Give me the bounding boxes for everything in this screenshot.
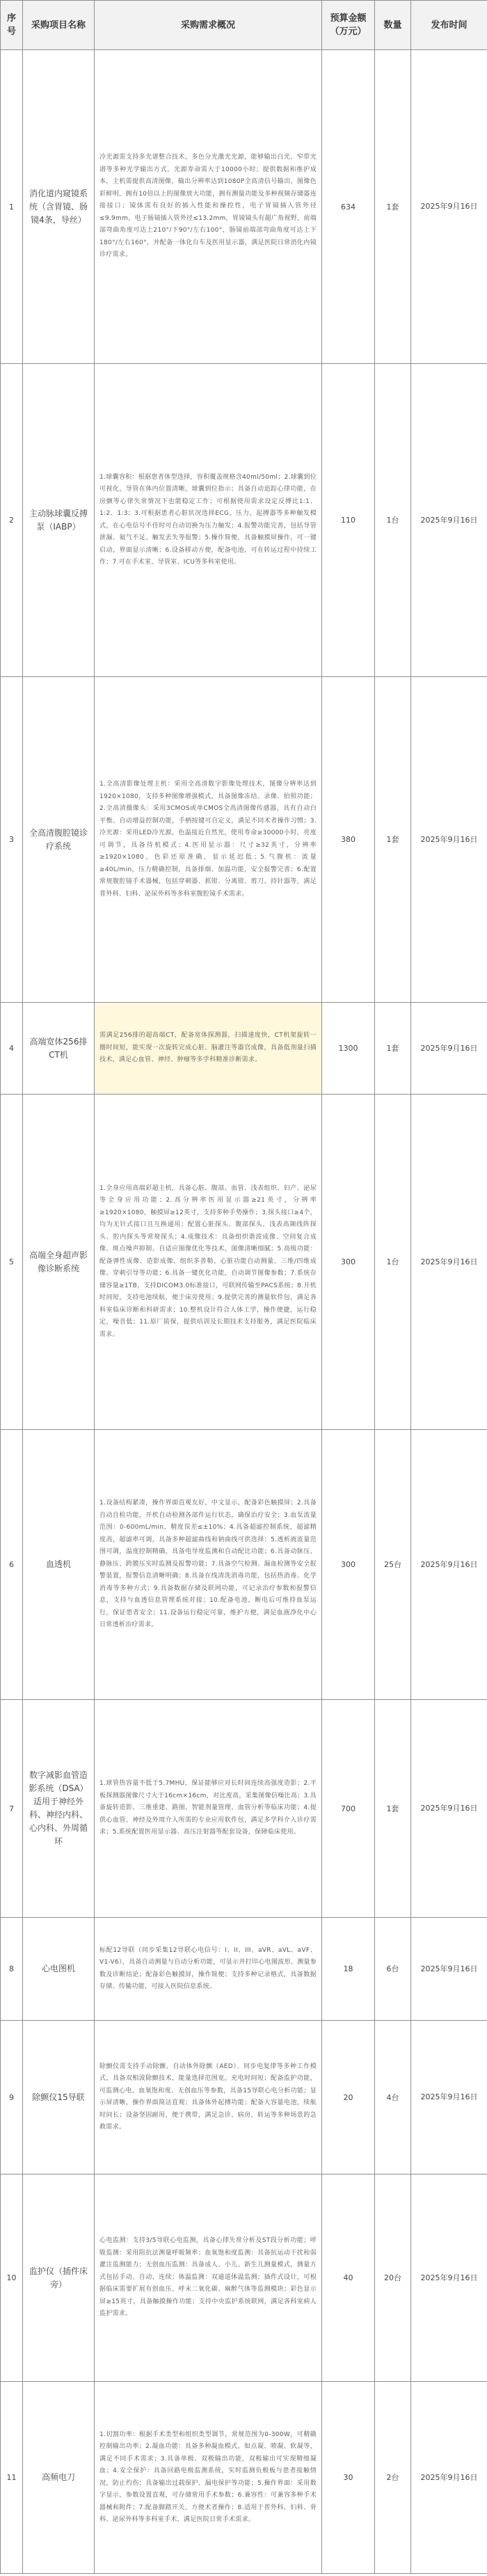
row-qty: 1套 xyxy=(375,50,411,364)
row-date: 2025年9月16日 xyxy=(411,2382,487,2574)
row-budget: 20 xyxy=(322,2021,375,2175)
row-budget: 380 xyxy=(322,677,375,1003)
row-budget: 18 xyxy=(322,1918,375,2021)
table-row xyxy=(1,1003,487,1095)
row-name: 高端宽体256排CT机 xyxy=(23,1003,95,1095)
table-row xyxy=(1,2175,487,2382)
row-date: 2025年9月16日 xyxy=(411,2175,487,2382)
row-desc: 1.球囊容积：根据患者体型选择，容积覆盖规格含40ml/50ml；2.球囊到位可视化，导管在体内位置清晰，球囊到位指示；具备自动追踪心律功能，在房颤等心律失常情况下也能稳定工作；可根据使用需求设定反搏比1:1、1:2、1:3；3.可根据患者心脏状况选择ECG、压力、起搏器等多种触发模式，在心电信号不佳时可自动切换为压力触发；4.报警功能完善，包括导管泄漏、氦气不足、触发丢失等报警；5.操作简便，具备触摸屏操作，可一键启动，界面显示清晰；6.设备移动方便，配备电池，可在转运过程中持续工作；7.可在手术室、导管室、ICU等多科室使用。 xyxy=(95,364,322,677)
row-seq: 8 xyxy=(1,1918,23,2021)
row-budget: 700 xyxy=(322,1700,375,1918)
table-row xyxy=(1,677,487,1003)
table-row xyxy=(1,50,487,364)
row-desc: 1.全身应用高端彩超主机，具备心脏、腹部、血管、浅表组织、妇产、泌尿等全身应用功能；2.高分辨率医用显示器≥21英寸，分辨率≥1920×1080，触摸屏≥12英寸，支持多种手势操作；3.探头接口≥4个，均为无针式接口且互换通用；配置心脏探头、腹部探头、浅表高频线阵探头、腔内探头等常规探头；4.成像技术：具备组织谐波成像、空间复合成像、斑点噪声抑制、自适应图像优化等技术，图像清晰细腻；5.高级功能：配备弹性成像、造影成像、组织多普勒、心脏功能自动测量、三维/四维成像、穿刺引导等功能；6.具备一键优化功能，自动调节图像参数；7.系统存储容量≥1TB，支持DICOM3.0标准接口，可联网传输至PACS系统；8.开机时间短，支持电池续航，便于床旁使用；9.提供完善的测量软件包，满足各科室临床诊断和科研需求；10.整机设计符合人体工学，操作便捷，运行稳定，噪音低；11.原厂质保，提供培训及长期技术支持服务，满足医院临床需求。 xyxy=(95,1095,322,1430)
row-desc: 需满足256排的超高端CT，配备宽体探测器，扫描速度快，CT机架旋转一圈时间短，能实现一次旋转完成心脏、脑灌注等器官成像，具备低剂量扫描技术，满足心血管、神经、肿瘤等多学科精准诊断需求。 xyxy=(95,1003,322,1095)
row-seq: 2 xyxy=(1,364,23,677)
row-qty: 20台 xyxy=(375,2175,411,2382)
row-name: 血透机 xyxy=(23,1430,95,1700)
table-row xyxy=(1,2021,487,2175)
row-name: 高端全身超声影像诊断系统 xyxy=(23,1095,95,1430)
row-name: 消化道内窥镜系统（含胃镜、肠镜4条，导丝） xyxy=(23,50,95,364)
row-seq: 10 xyxy=(1,2175,23,2382)
row-desc: 1.切割功率：根据手术类型和组织类型调节，常规范围为0-300W，可精确控制输出功率；2.凝血功能：具备多种凝血模式，如点凝、喷凝、软凝等，满足不同手术需求；3.具备单极、双极输出功能，双极输出可实现精细凝血；4.安全保护：具备回路电极监测系统，实时监测负极板与患者接触情况，防止灼伤；具备输出过载保护、漏电保护等功能；5.操作界面：采用数字显示，参数设置直观，可存储常用手术参数；6.兼容性：可兼容多种手术器械和附件；7.配备脚踏开关，方便术者操作；8.适用于普外科、妇科、骨科、泌尿外科等多科室手术，满足医院日常手术需求。 xyxy=(95,2382,322,2574)
row-seq: 11 xyxy=(1,2382,23,2574)
table-row xyxy=(1,2382,487,2574)
header-desc: 采购需求概况 xyxy=(95,1,322,50)
row-date: 2025年9月16日 xyxy=(411,50,487,364)
table-row xyxy=(1,364,487,677)
row-desc: 除颤仪需支持手动除颤、自动体外除颤（AED）、同步电复律等多种工作模式，具备双相波除颤技术，能量选择范围宽，充电时间短；配备监护功能，可监测心电、血氧饱和度、无创血压等参数，具备15导联心电分析功能；显示屏清晰，操作界面简洁直观；具备体外起搏功能；配备大容量电池，续航时间长；设备坚固耐用，便于携带，满足急诊、病房、转运等多种场景的急救需求。 xyxy=(95,2021,322,2175)
table-row xyxy=(1,1700,487,1918)
row-seq: 1 xyxy=(1,50,23,364)
header-name: 采购项目名称 xyxy=(23,1,95,50)
table-row xyxy=(1,1918,487,2021)
row-budget: 110 xyxy=(322,364,375,677)
row-date: 2025年9月16日 xyxy=(411,2021,487,2175)
row-date: 2025年9月16日 xyxy=(411,1918,487,2021)
row-name: 高频电刀 xyxy=(23,2382,95,2574)
row-qty: 1套 xyxy=(375,1700,411,1918)
row-qty: 4台 xyxy=(375,2021,411,2175)
row-seq: 4 xyxy=(1,1003,23,1095)
row-date: 2025年9月16日 xyxy=(411,677,487,1003)
row-seq: 3 xyxy=(1,677,23,1003)
header-seq: 序号 xyxy=(1,1,23,50)
row-date: 2025年9月16日 xyxy=(411,1095,487,1430)
header-row xyxy=(1,1,487,50)
row-seq: 5 xyxy=(1,1095,23,1430)
row-date: 2025年9月16日 xyxy=(411,1003,487,1095)
header-qty: 数量 xyxy=(375,1,411,50)
row-seq: 7 xyxy=(1,1700,23,1918)
row-seq: 9 xyxy=(1,2021,23,2175)
row-budget: 634 xyxy=(322,50,375,364)
row-budget: 300 xyxy=(322,1430,375,1700)
row-qty: 1台 xyxy=(375,364,411,677)
row-name: 数字减影血管造影系统（DSA）适用于神经外科、神经内科、心内科、外周循环 xyxy=(23,1700,95,1918)
row-name: 除颤仪15导联 xyxy=(23,2021,95,2175)
row-desc: 冷光源需支持多光谱整合技术，多色分光激光光源，能够输出白光、窄带光谱等多种光学输出方式，光源寿命需大于10000小时；提供数据和维护成本，主机需提供高清图像，输出分辨率达到1080P全高清信号输出，图像色彩鲜明，拥有10倍以上的图像放大功能，拥有测量功能及多种视频存储器连接接口；镜体需有良好的插入性能和操控性，电子胃镜插入管外径≤9.9mm，电子肠镜插入管外径≤13.2mm，胃镜镜头有超广角视野，前端部弯曲角度可达上210°/下90°/左右100°，肠镜前端部弯曲角度可达上下180°/左右160°，并配备一体化台车及医用显示器，满足医院日常消化内镜诊疗需求。 xyxy=(95,50,322,364)
row-qty: 6台 xyxy=(375,1918,411,2021)
row-budget: 30 xyxy=(322,2382,375,2574)
row-seq: 6 xyxy=(1,1430,23,1700)
row-desc: 1.设备结构紧凑，操作界面直观友好，中文显示，配备彩色触摸屏；2.具备自动自检功能，开机自动检测各部件运行状态，确保治疗安全；3.血泵流量范围：0-600mL/min，精度误差≤±10%；4.具备超滤控制系统，超滤精度高，超滤率可调，具备多种超滤曲线和钠曲线可供选择；5.透析液流量范围可调，温度控制精确，具备电导度监测和自动配比功能；6.具备动脉压、静脉压、跨膜压实时监测及报警功能；7.具备空气检测、漏血检测等安全报警装置，报警信息清晰明确；8.具备在线清洗消毒功能，包括热消毒、化学消毒等多种方式；9.具备数据存储及联网功能，可记录治疗参数和报警信息，支持与血透信息管理系统对接；10.配备电池，断电后可维持血泵运行，保证患者安全；11.设备运行稳定可靠，维护方便，满足血液净化中心日常透析治疗需求。 xyxy=(95,1430,322,1700)
table-header xyxy=(1,1,487,50)
row-qty: 25台 xyxy=(375,1430,411,1700)
row-name: 全高清腹腔镜诊疗系统 xyxy=(23,677,95,1003)
table-row xyxy=(1,1430,487,1700)
row-qty: 1套 xyxy=(375,1003,411,1095)
row-desc: 标配12导联（同步采集12导联心电信号：I、II、III、aVR、aVL、aVF、V1-V6），具备自动测量与自动分析功能，可显示并打印心电图波形、测量参数及诊断结论；配备彩色触摸屏，操作简便；支持多种记录格式，具备数据存储、传输功能，可接入医院信息系统。 xyxy=(95,1918,322,2021)
row-budget: 1300 xyxy=(322,1003,375,1095)
header-budget: 预算金额（万元） xyxy=(322,1,375,50)
row-desc: 心电监测：支持3/5导联心电监测，具备心律失常分析及ST段分析功能；呼吸监测：采用阻抗法测量呼吸频率；血氧饱和度监测：具备抗运动干扰和弱灌注监测能力；无创血压监测：具备成人、小儿、新生儿测量模式，测量方式包括手动、自动、连续；体温监测：双通道体温监测；插件式设计，可根据临床需要扩展有创血压、呼末二氧化碳、麻醉气体等监测模块；彩色显示屏≥15英寸，具备触摸操作功能；支持中央监护系统联网，满足各科室病人监护需求。 xyxy=(95,2175,322,2382)
row-name: 监护仪（插件床旁） xyxy=(23,2175,95,2382)
row-date: 2025年9月16日 xyxy=(411,364,487,677)
row-qty: 1台 xyxy=(375,1095,411,1430)
row-name: 主动脉球囊反搏泵（IABP） xyxy=(23,364,95,677)
table-body xyxy=(1,50,487,2574)
row-qty: 2台 xyxy=(375,2382,411,2574)
row-name: 心电图机 xyxy=(23,1918,95,2021)
row-date: 2025年9月16日 xyxy=(411,1700,487,1918)
row-date: 2025年9月16日 xyxy=(411,1430,487,1700)
header-date: 发布时间 xyxy=(411,1,487,50)
row-budget: 300 xyxy=(322,1095,375,1430)
row-budget: 40 xyxy=(322,2175,375,2382)
row-qty: 1套 xyxy=(375,677,411,1003)
row-desc: 1.球管热容量不低于5.7MHU，保证能够应对长时间连续高强度造影；2.平板探测器图像尺寸大于16cm×16cm，对比度高，采集图像信噪比高；3.具备旋转造影、三维重建、路图、智能剂量管理、血管分析等临床功能；4.提供心血管、神经及外周介入所需的专业应用软件包，满足多学科介入诊疗需求；5.系统配置医用显示器、高压注射器等配套设备，保障临床使用。 xyxy=(95,1700,322,1918)
table-row xyxy=(1,1095,487,1430)
row-desc: 1.全高清影像处理主机：采用全高清数字影像处理技术，图像分辨率达到1920×1080，支持多种图像增强模式，具备图像冻结、录像、拍照功能；2.全高清摄像头：采用3CMOS或单CMOS全高清图像传感器，具有自动白平衡、自动增益控制功能，手柄按键可自定义，满足不同术者操作习惯；3.冷光源：采用LED冷光源，色温接近自然光，使用寿命≥30000小时，亮度可调节，具备待机模式；4.医用显示器：尺寸≥32英寸，分辨率≥1920×1080，色彩还原准确，显示延迟低；5.气腹机：流量≥40L/min，压力精确控制，具备排烟、加温功能，安全报警完善；6.配置常规腹腔镜手术器械，包括穿刺器、抓钳、分离钳、剪刀、持针器等，满足普外科、妇科、泌尿外科等多科室腹腔镜手术需求。 xyxy=(95,677,322,1003)
